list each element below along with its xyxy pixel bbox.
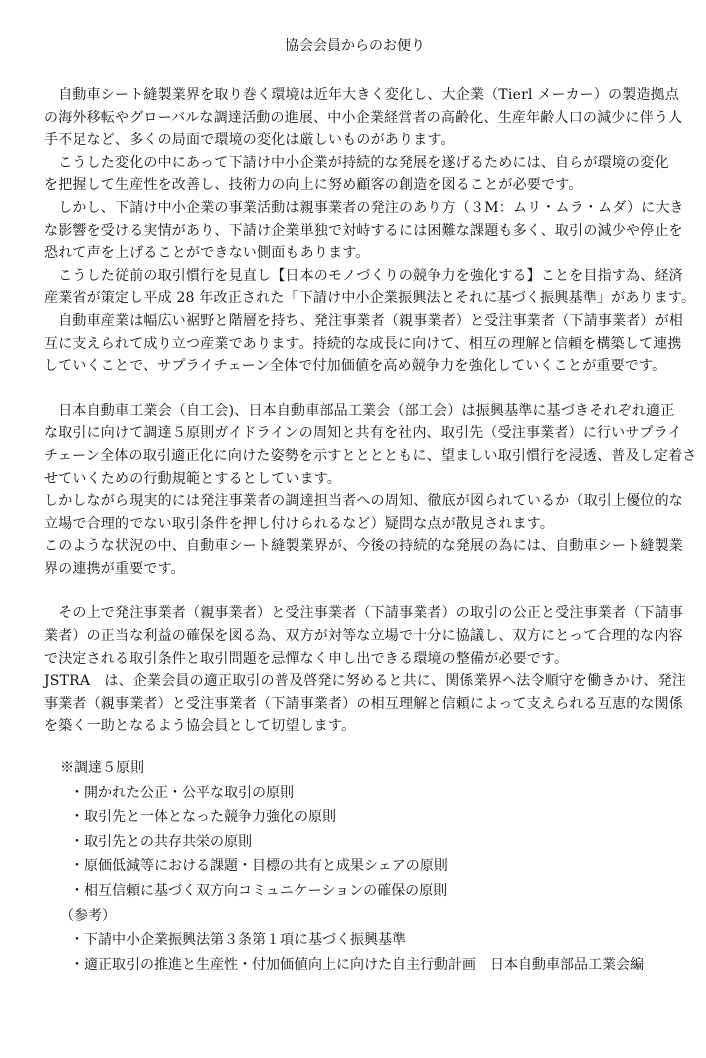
principle-item: ・原価低減等における課題・目標の共有と成果シェアの原則	[70, 858, 448, 875]
paragraph-line: 互に支えられて成り立つ産業であります。持続的な成長に向けて、相互の理解と信頼を構築して連携	[44, 335, 682, 352]
paragraph-line: 自動車産業は幅広い裾野と階層を持ち、発注事業者（親事業者）と受注事業者（下請事業者）が相	[44, 312, 683, 329]
paragraph	[44, 490, 683, 535]
page-title: 協会会員からのお便り	[285, 38, 425, 54]
paragraph	[44, 84, 683, 152]
paragraph-line: こうした変化の中にあって下請け中小企業が持続的な発展を遂げるためには、自らが環境の変化	[44, 154, 669, 171]
paragraph	[44, 152, 669, 197]
paragraph	[44, 535, 683, 580]
paragraph-line: せていくための行動規範とするとしています。	[44, 470, 342, 487]
paragraph-line: を築く一助となるよう協会員として切望します。	[44, 718, 356, 735]
paragraph	[44, 265, 696, 310]
paragraph-line: 事業者（親事業者）と受注事業者（下請事業者）の相互理解と信頼によって支えられる互恵的な関係	[44, 695, 683, 712]
principle-item: ・取引先との共存共栄の原則	[70, 833, 252, 850]
paragraph-line: の海外移転やグローバルな調達活動の進展、中小企業経営者の高齢化、生産年齢人口の減少に伴う人	[44, 109, 683, 126]
paragraph-line: チェーン全体の取引適正化に向けた姿勢を示すとととともに、望ましい取引慣行を浸透、普及し定着さ	[44, 447, 697, 464]
paragraph-line: で決定される取引条件と取引問題を忌憚なく申し出できる環境の整備が必要です。	[44, 650, 569, 667]
principles-heading: ※調達５原則	[60, 760, 144, 777]
principle-item: ・取引先と一体となった競争力強化の原則	[70, 809, 336, 826]
paragraph-line: しかしながら現実的には発注事業者の調達担当者への周知、徹底が図られているか（取引上優位的な	[44, 493, 683, 510]
paragraph-line: 立場で合理的でない取引条件を押し付けられるなど）疑問な点が散見されます。	[44, 515, 555, 532]
paragraph-line: 自動車シート縫製業界を取り巻く環境は近年大きく変化し、大企業（Tierl メーカー）の製造拠点	[44, 87, 680, 103]
principle-item: ・開かれた公正・公平な取引の原則	[70, 784, 294, 801]
body-text	[44, 84, 697, 738]
paragraph-line: 界の連携が重要です。	[44, 560, 185, 577]
section-gap	[44, 378, 666, 400]
reference-item: ・適正取引の推進と生産性・付加価値向上に向けた自主行動計画 日本自動車部品工業会編	[70, 956, 644, 973]
paragraph-line: 業者）の正当な利益の確保を図る為、双方が対等な立場で十分に協議し、双方にとって合理的な内容	[44, 628, 683, 645]
paragraph-line: こうした従前の取引慣行を見直し【日本のモノづくりの競争力を強化する】ことを目指す為、経済	[44, 267, 683, 284]
paragraph-line: このような状況の中、自動車シート縫製業界が、今後の持続的な発展の為には、自動車シート縫製業	[44, 538, 683, 555]
paragraph-line: な取引に向けて調達５原則ガイドラインの周知と共有を社内、取引先（受注事業者）に行いサプライ	[44, 425, 682, 442]
reference-heading: （参考）	[60, 907, 116, 924]
paragraph-line: 日本自動車工業会（自工会)、日本自動車部品工業会（部工会）は振興基準に基づきそれぞれ適正	[44, 402, 675, 419]
principle-item: ・相互信頼に基づく双方向コミュニケーションの確保の原則	[70, 883, 448, 899]
paragraph-line: しかし、下請け中小企業の事業活動は親事業者の発注のあり方（３M：ムリ・ムラ・ムダ）に大き	[44, 199, 684, 216]
paragraph-line: JSTRA は、企業会員の適正取引の普及啓発に努めると共に、関係業界へ法令順守を働きかけ、発注	[44, 673, 687, 690]
paragraph-line: 手不足など、多くの局面で環境の変化は厳しいものがあります。	[44, 132, 455, 149]
paragraph	[44, 400, 697, 490]
paragraph-line: していくことで、サプライチェーン全体で付加価値を高め競争力を強化していくことが重要です。	[44, 358, 667, 375]
paragraph	[44, 670, 687, 738]
paragraph-line: を把握して生産性を改善し、技術力の向上に努め顧客の創造を図ることが必要です。	[44, 177, 583, 194]
paragraph-line: その上で発注事業者（親事業者）と受注事業者（下請事業者）の取引の公正と受注事業者（下請事	[44, 605, 683, 622]
paragraph	[44, 197, 684, 265]
procurement-principles-notes	[44, 756, 666, 977]
section-gap	[44, 580, 666, 602]
paragraph	[44, 310, 683, 378]
reference-item: ・下請中小企業振興法第３条第１項に基づく振興基準	[70, 932, 406, 949]
paragraph-line: 産業省が策定し平成 28 年改正された「下請け中小企業振興法とそれに基づく振興基準」があります。	[44, 290, 696, 307]
paragraph	[44, 602, 683, 670]
paragraph-line: 恐れて声を上げることができない側面もあります。	[44, 245, 370, 262]
paragraph-line: な影響を受ける実情があり、下請け企業単独で対峙するには困難な課題も多く、取引の減少や停止を	[44, 222, 683, 239]
